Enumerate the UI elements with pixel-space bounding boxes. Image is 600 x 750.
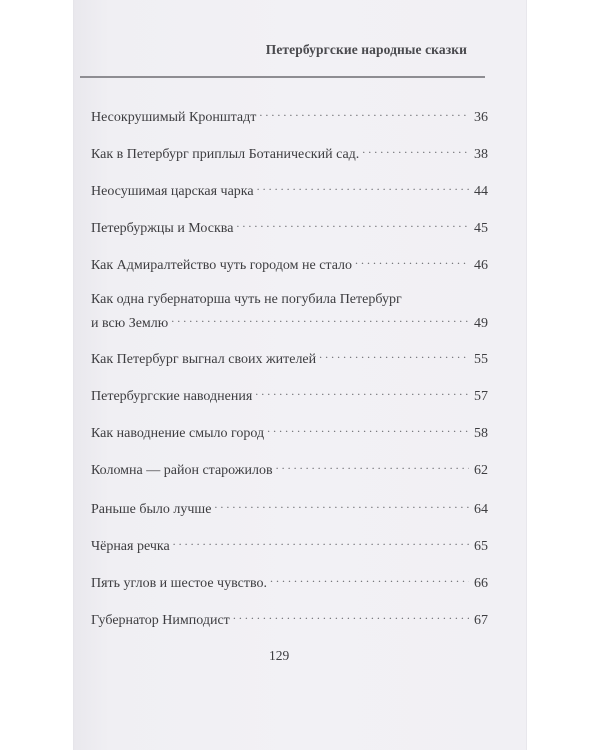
toc-entry-title: Несокрушимый Кронштадт (91, 110, 257, 125)
dot-leader (171, 310, 469, 327)
toc-entry-page: 65 (474, 539, 488, 554)
dot-leader (257, 178, 469, 195)
dot-leader (233, 607, 469, 624)
toc-entry (91, 607, 488, 629)
header-rule (80, 76, 485, 78)
toc-entry-title: Коломна — район старожилов (91, 463, 273, 478)
toc-entry (91, 141, 488, 163)
dot-leader (355, 252, 469, 269)
dot-leader (319, 346, 469, 363)
toc-entry (91, 346, 488, 368)
toc-entry-page: 46 (474, 258, 488, 273)
toc-entry-page: 62 (474, 463, 488, 478)
dot-leader (267, 420, 469, 437)
toc-entry-page: 49 (474, 316, 488, 331)
toc-entry (91, 291, 488, 332)
toc-entry (91, 420, 488, 442)
toc-entry (91, 104, 488, 126)
toc-entry-title: Пять углов и шестое чувство. (91, 576, 267, 591)
toc-entry-title: Как Адмиралтейство чуть городом не стало (91, 258, 353, 273)
toc-entry-page: 45 (474, 221, 488, 236)
running-head: Петербургские народные сказки (265, 42, 467, 57)
dot-leader (259, 104, 469, 121)
toc-entry-page: 58 (474, 426, 488, 441)
dot-leader (236, 215, 469, 232)
toc-entry-title: и всю Землю (91, 316, 169, 331)
toc-entry-page: 64 (474, 502, 488, 517)
toc-entry (91, 457, 488, 479)
page-number: 129 (269, 648, 290, 663)
toc-entry (91, 252, 488, 274)
toc-entry-title: Петербургские наводнения (91, 389, 253, 404)
toc-entry-title: Петербуржцы и Москва (91, 221, 234, 236)
toc-entry-page: 55 (474, 352, 488, 367)
toc-entry-page: 36 (474, 110, 488, 125)
toc-entry-title: Как в Петербург приплыл Ботанический сад. (91, 147, 360, 162)
toc-entry (91, 533, 488, 555)
toc-entry-title: Как Петербург выгнал своих жителей (91, 352, 317, 367)
toc-entry-title: Губернатор Нимподист (91, 613, 230, 628)
toc-entry-page: 66 (474, 576, 488, 591)
toc-entry-title: Чёрная речка (91, 539, 170, 554)
toc-entry (91, 215, 488, 237)
toc-entry (91, 570, 488, 592)
toc-entry-page: 44 (474, 184, 488, 199)
dot-leader (362, 141, 469, 158)
toc-entry (91, 383, 488, 405)
dot-leader (276, 457, 469, 474)
dot-leader (173, 533, 469, 550)
toc-entry-title-line1: Как одна губернаторша чуть не погубила Петербург (91, 292, 402, 307)
toc-entry-page: 38 (474, 147, 488, 162)
dot-leader (270, 570, 469, 587)
toc-entry-page: 57 (474, 389, 488, 404)
book-page (73, 0, 527, 750)
toc-entry-page: 67 (474, 613, 488, 628)
toc-entry-title: Неосушимая царская чарка (91, 184, 254, 199)
toc-entry (91, 178, 488, 200)
dot-leader (214, 496, 469, 513)
toc-entry-title: Раньше было лучше (91, 502, 212, 517)
toc-entry-title: Как наводнение смыло город (91, 426, 265, 441)
toc-entry (91, 496, 488, 518)
dot-leader (255, 383, 469, 400)
